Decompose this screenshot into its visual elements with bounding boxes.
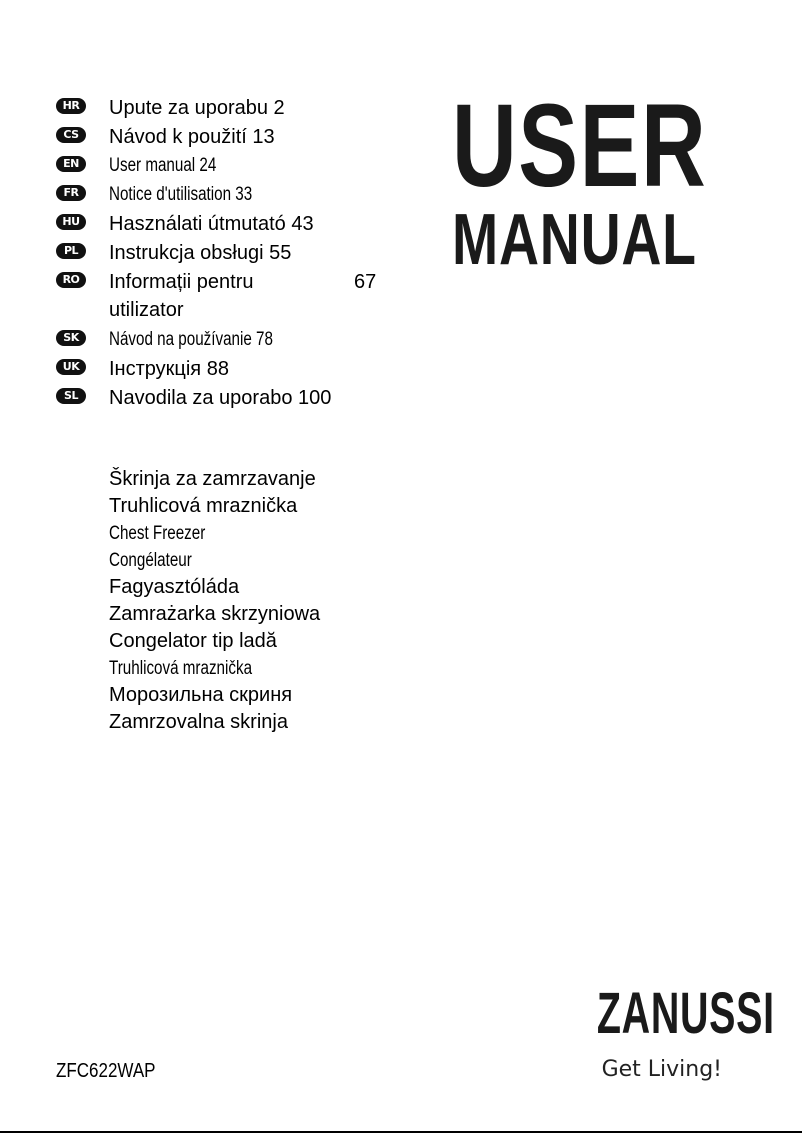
toc-entry-cs: Návod k použití 13 (109, 126, 275, 148)
product-name-fr: Congélateur (109, 550, 192, 571)
product-name-sk: Truhlicová mraznička (109, 658, 253, 679)
language-badge-sl: SL (56, 388, 86, 404)
language-badge-ro: RO (56, 272, 86, 288)
zanussi-logo: ZANUSSI (596, 981, 775, 1046)
product-name-hr: Škrinja za zamrzavanje (109, 468, 316, 490)
toc-entry-hu: Használati útmutató 43 (109, 213, 314, 235)
toc-row-cs (56, 123, 396, 152)
language-badge-fr: FR (56, 185, 86, 201)
product-name-uk: Морозильна скриня (109, 684, 293, 706)
toc-row-ro (56, 268, 396, 326)
toc-row-uk (56, 355, 396, 384)
toc-row-sl (56, 384, 396, 413)
toc-entry-sl: Navodila za uporabo 100 (109, 387, 332, 409)
language-badge-hr: HR (56, 98, 86, 114)
toc-entry-pl: Instrukcja obsługi 55 (109, 242, 292, 264)
toc-row-hu (56, 210, 396, 239)
product-name-list (109, 466, 320, 736)
toc-page-ro: 67 (354, 271, 377, 293)
product-name-ro: Congelator tip ladă (109, 630, 277, 652)
model-number: ZFC622WAP (56, 1060, 156, 1082)
toc-entry-sk: Návod na používanie 78 (109, 329, 273, 350)
toc-entry-hr: Upute za uporabu 2 (109, 97, 285, 119)
language-badge-uk: UK (56, 359, 86, 375)
language-badge-pl: PL (56, 243, 86, 259)
language-badge-cs: CS (56, 127, 86, 143)
product-name-hu: Fagyasztóláda (109, 576, 240, 598)
title-line-manual: MANUAL (452, 200, 697, 280)
language-index (56, 94, 396, 413)
title-line-user: USER (452, 80, 708, 212)
language-badge-sk: SK (56, 330, 86, 346)
language-badge-en: EN (56, 156, 86, 172)
brand-slogan: Get Living! (601, 1057, 722, 1082)
toc-row-sk (56, 326, 396, 355)
product-name-pl: Zamrażarka skrzyniowa (109, 603, 321, 625)
product-name-en: Chest Freezer (109, 523, 206, 544)
toc-row-fr (56, 181, 396, 210)
toc-entry-en: User manual 24 (109, 155, 217, 176)
toc-entry-ro: Informații pentru utilizator (109, 271, 254, 321)
toc-entry-uk: Інструкція 88 (109, 358, 229, 380)
toc-row-pl (56, 239, 396, 268)
bottom-divider (0, 1131, 802, 1133)
language-badge-hu: HU (56, 214, 86, 230)
manual-title (452, 80, 720, 280)
product-name-cs: Truhlicová mraznička (109, 495, 298, 517)
brand-block (538, 981, 775, 1085)
toc-entry-fr: Notice d'utilisation 33 (109, 184, 253, 205)
toc-row-en (56, 152, 396, 181)
toc-row-hr (56, 94, 396, 123)
product-name-sl: Zamrzovalna skrinja (109, 711, 288, 733)
